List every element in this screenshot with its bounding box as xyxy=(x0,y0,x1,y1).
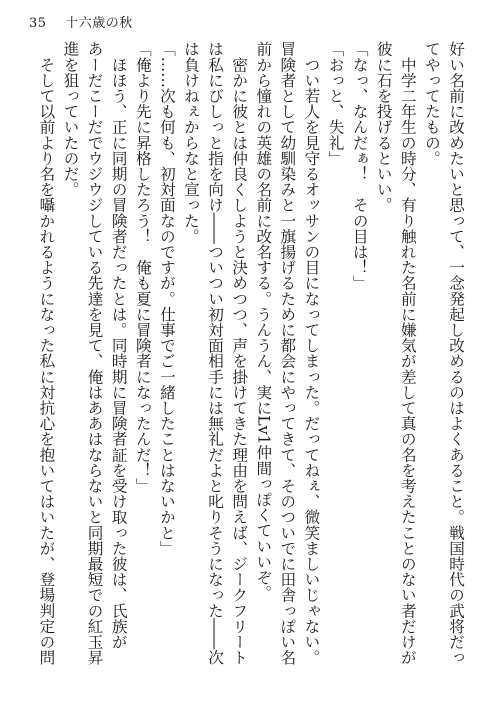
text-line: 「……次も何も、初対面なのですが。仕事でご一緒したことはないかと」 xyxy=(157,41,176,556)
text-line: 進を狙っていたのだ。 xyxy=(61,41,80,197)
text-line: てやってたもの。 xyxy=(422,41,441,166)
text-line: 冒険者として幼馴染みと一旗揚げるために都会にやってきて、そのついでに田舎っぽい名 xyxy=(278,41,297,665)
text-line: 「なっ、なんだぁ！ その目は！」 xyxy=(350,41,369,291)
running-head xyxy=(29,12,133,31)
body-text xyxy=(34,41,468,681)
page-number: 35 xyxy=(29,16,47,31)
text-line: 密かに彼とは仲良くしようと決めつつ、声を掛けてきた理由を問えば、ジークフリート xyxy=(230,41,249,665)
text-line: 彼に石を投げるといい。 xyxy=(374,41,393,213)
text-line: 前から憧れの英雄の名前に改名する。うんうん、実にLv1仲間っぽくていいぞ。 xyxy=(254,41,273,601)
text-line: 好い名前に改めたいと思って、一念発起し改めるのはよくあること。戦国時代の武将だっ xyxy=(447,41,465,665)
text-line: は私にびしっと指を向け――ついつい初対面相手には無礼だよと叱りそうになった――次 xyxy=(206,41,225,665)
chapter-title: 十六歳の秋 xyxy=(65,16,133,31)
text-line: ほほう、正に同期の冒険者だったとは。同時期に冒険者証を受け取った彼は、氏族が xyxy=(109,41,128,650)
text-line: 「おっと、失礼」 xyxy=(326,41,345,166)
text-line: つい若人を見守るオッサンの目になってしまった。だってねぇ、微笑ましいじゃない。 xyxy=(302,41,321,665)
text-line: は負けねぇからなと宣った。 xyxy=(181,41,200,244)
text-line: そして以前より名を囁かれるようになった私に対抗心を抱いてはいたが、登場判定の問 xyxy=(37,41,56,665)
text-line: あーだこーだでウジウジしている先達を見て、俺はああはならないと同期最短での紅玉昇 xyxy=(85,41,104,665)
text-line: 中学二年生の時分、有り触れた名前に嫌気が差して真の名を考えたことのない者だけが xyxy=(398,41,417,665)
text-line: 「俺より先に昇格したろう！ 俺も夏に冒険者になったんだ！」 xyxy=(133,41,152,494)
